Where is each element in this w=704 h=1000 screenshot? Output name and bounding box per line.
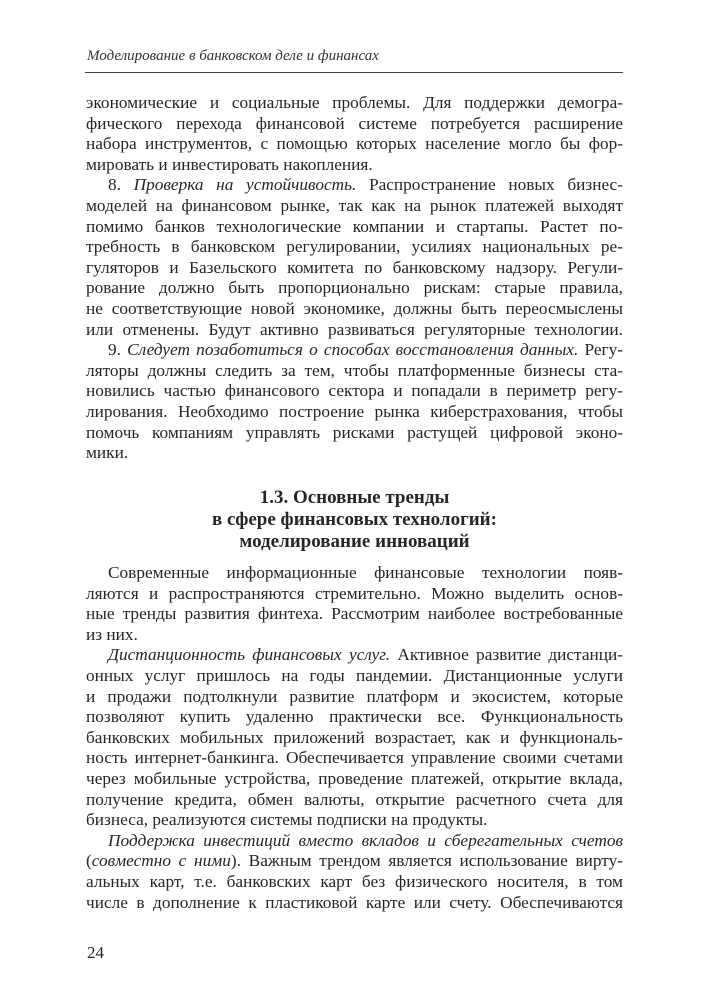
text-line [86,645,623,666]
text-line [86,769,623,790]
text-segment: ность интернет-банкинга. Обеспечивается управление своими счетами [86,748,623,768]
text-segment: ляются и распространяются стремительно. Можно выделить основ- [86,583,623,603]
italic-text: Проверка на устойчивость. [133,175,357,195]
italic-text: Дистанционность финансовых услуг. [108,645,391,665]
text-line [86,423,623,444]
text-segment: числе в дополнение к пластиковой карте или счету. Обеспечиваются [86,892,623,912]
text-line [86,258,623,279]
text-segment: Современные информационные финансовые технологии появ- [108,563,623,582]
text-line [86,381,623,402]
text-segment: ( [86,851,92,871]
section-heading-line: в сфере финансовых технологий: [212,509,497,530]
page-number: 24 [87,943,104,962]
text-line [86,687,623,708]
text-segment: Активное развитие дистанци- [390,645,623,665]
text-segment: альных карт, т.е. банковских карт без физического носителя, в том [86,871,623,891]
running-head: Моделирование в банковском деле и финансах [87,48,379,64]
section-heading-line: 1.3. Основные тренды [259,487,450,508]
text-segment: или отменены. Будут активно развиваться регуляторные технологии. [86,319,623,339]
text-segment: мики. [86,443,129,463]
text-line [86,584,623,605]
text-line [86,237,623,258]
text-segment: гуляторов и Базельского комитета по банковскому надзору. Регули- [86,257,623,277]
text-segment: не соответствующие новой экономике, должны быть переосмыслены [86,298,623,318]
text-segment: бизнеса, реализуются системы подписки на продукты. [86,810,488,830]
text-line [86,93,623,114]
text-segment: получение кредита, обмен валюты, открытие расчетного счета для [86,789,623,809]
text-segment: экономические и социальные проблемы. Для поддержки демогра- [86,93,623,112]
text-line [86,563,623,584]
text-segment: помочь компаниям управлять рисками растущей цифровой эконо- [86,422,623,442]
text-line [86,872,623,893]
section-heading-line: моделирование инноваций [239,531,470,552]
text-line [86,666,623,687]
header-rule [85,72,623,73]
text-segment: фического перехода финансовой системе потребуется расширение [86,113,623,133]
text-segment: 9. [108,340,128,360]
text-line [86,299,623,320]
text-line [86,217,623,238]
text-line [86,851,623,872]
body-text-bottom [86,563,623,913]
text-line [86,625,623,646]
text-segment: мировать и инвестировать накопления. [86,154,373,174]
text-line [86,196,623,217]
text-line [86,748,623,769]
text-line [86,443,623,464]
text-segment: лирования. Необходимо построение рынка киберстрахования, чтобы [86,401,623,421]
text-line [86,361,623,382]
text-line [86,604,623,625]
text-segment: Регу- [578,340,624,360]
text-line [86,340,623,361]
text-segment: из них. [86,624,138,644]
text-segment: онных услуг пришлось на годы пандемии. Дистанционные услуги [86,665,623,685]
text-segment: банковских мобильных приложений возрастает, как и функциональ- [86,727,623,747]
section-heading [86,487,623,553]
text-line [86,175,623,196]
text-line [86,893,623,914]
text-line [86,320,623,341]
text-segment: ). Важным трендом является использование вирту- [230,851,623,871]
italic-text: совместно с ними [91,851,231,871]
text-line [86,402,623,423]
text-line [86,810,623,831]
text-segment: ные тренды развития финтеха. Рассмотрим наиболее востребованные [86,604,623,624]
text-line [86,707,623,728]
text-line [86,114,623,135]
text-segment: рование должно быть пропорционально рискам: старые правила, [86,278,623,298]
text-segment: помимо банков технологические компании и стартапы. Растет по- [86,216,623,236]
text-line [86,155,623,176]
text-line [86,728,623,749]
italic-text: Следует позаботиться о способах восстановления данных. [127,340,579,360]
text-line [86,831,623,852]
text-line [86,134,623,155]
text-segment: Распространение новых бизнес- [356,175,623,195]
text-segment: новились частью финансового сектора и попадали в периметр регу- [86,381,623,401]
text-segment: требность в банковском регулировании, усилиях национальных ре- [86,237,623,257]
text-segment: моделей на финансовом рынке, так как на рынок платежей выходят [86,195,623,215]
text-line [86,278,623,299]
text-segment: через мобильные устройства, проведение платежей, открытие вклада, [86,768,623,788]
text-segment: набора инструментов, с помощью которых население могло бы фор- [86,134,623,154]
text-segment: 8. [108,175,134,195]
text-segment: позволяют купить удаленно практически все. Функциональность [86,707,623,727]
body-text-top [86,93,623,464]
text-line [86,790,623,811]
italic-text: Поддержка инвестиций вместо вкладов и сберегательных счетов [108,830,623,850]
text-segment: и продажи подтолкнули развитие платформ и экосистем, которые [86,686,623,706]
text-segment: ляторы должны следить за тем, чтобы платформенные бизнесы ста- [86,360,623,380]
